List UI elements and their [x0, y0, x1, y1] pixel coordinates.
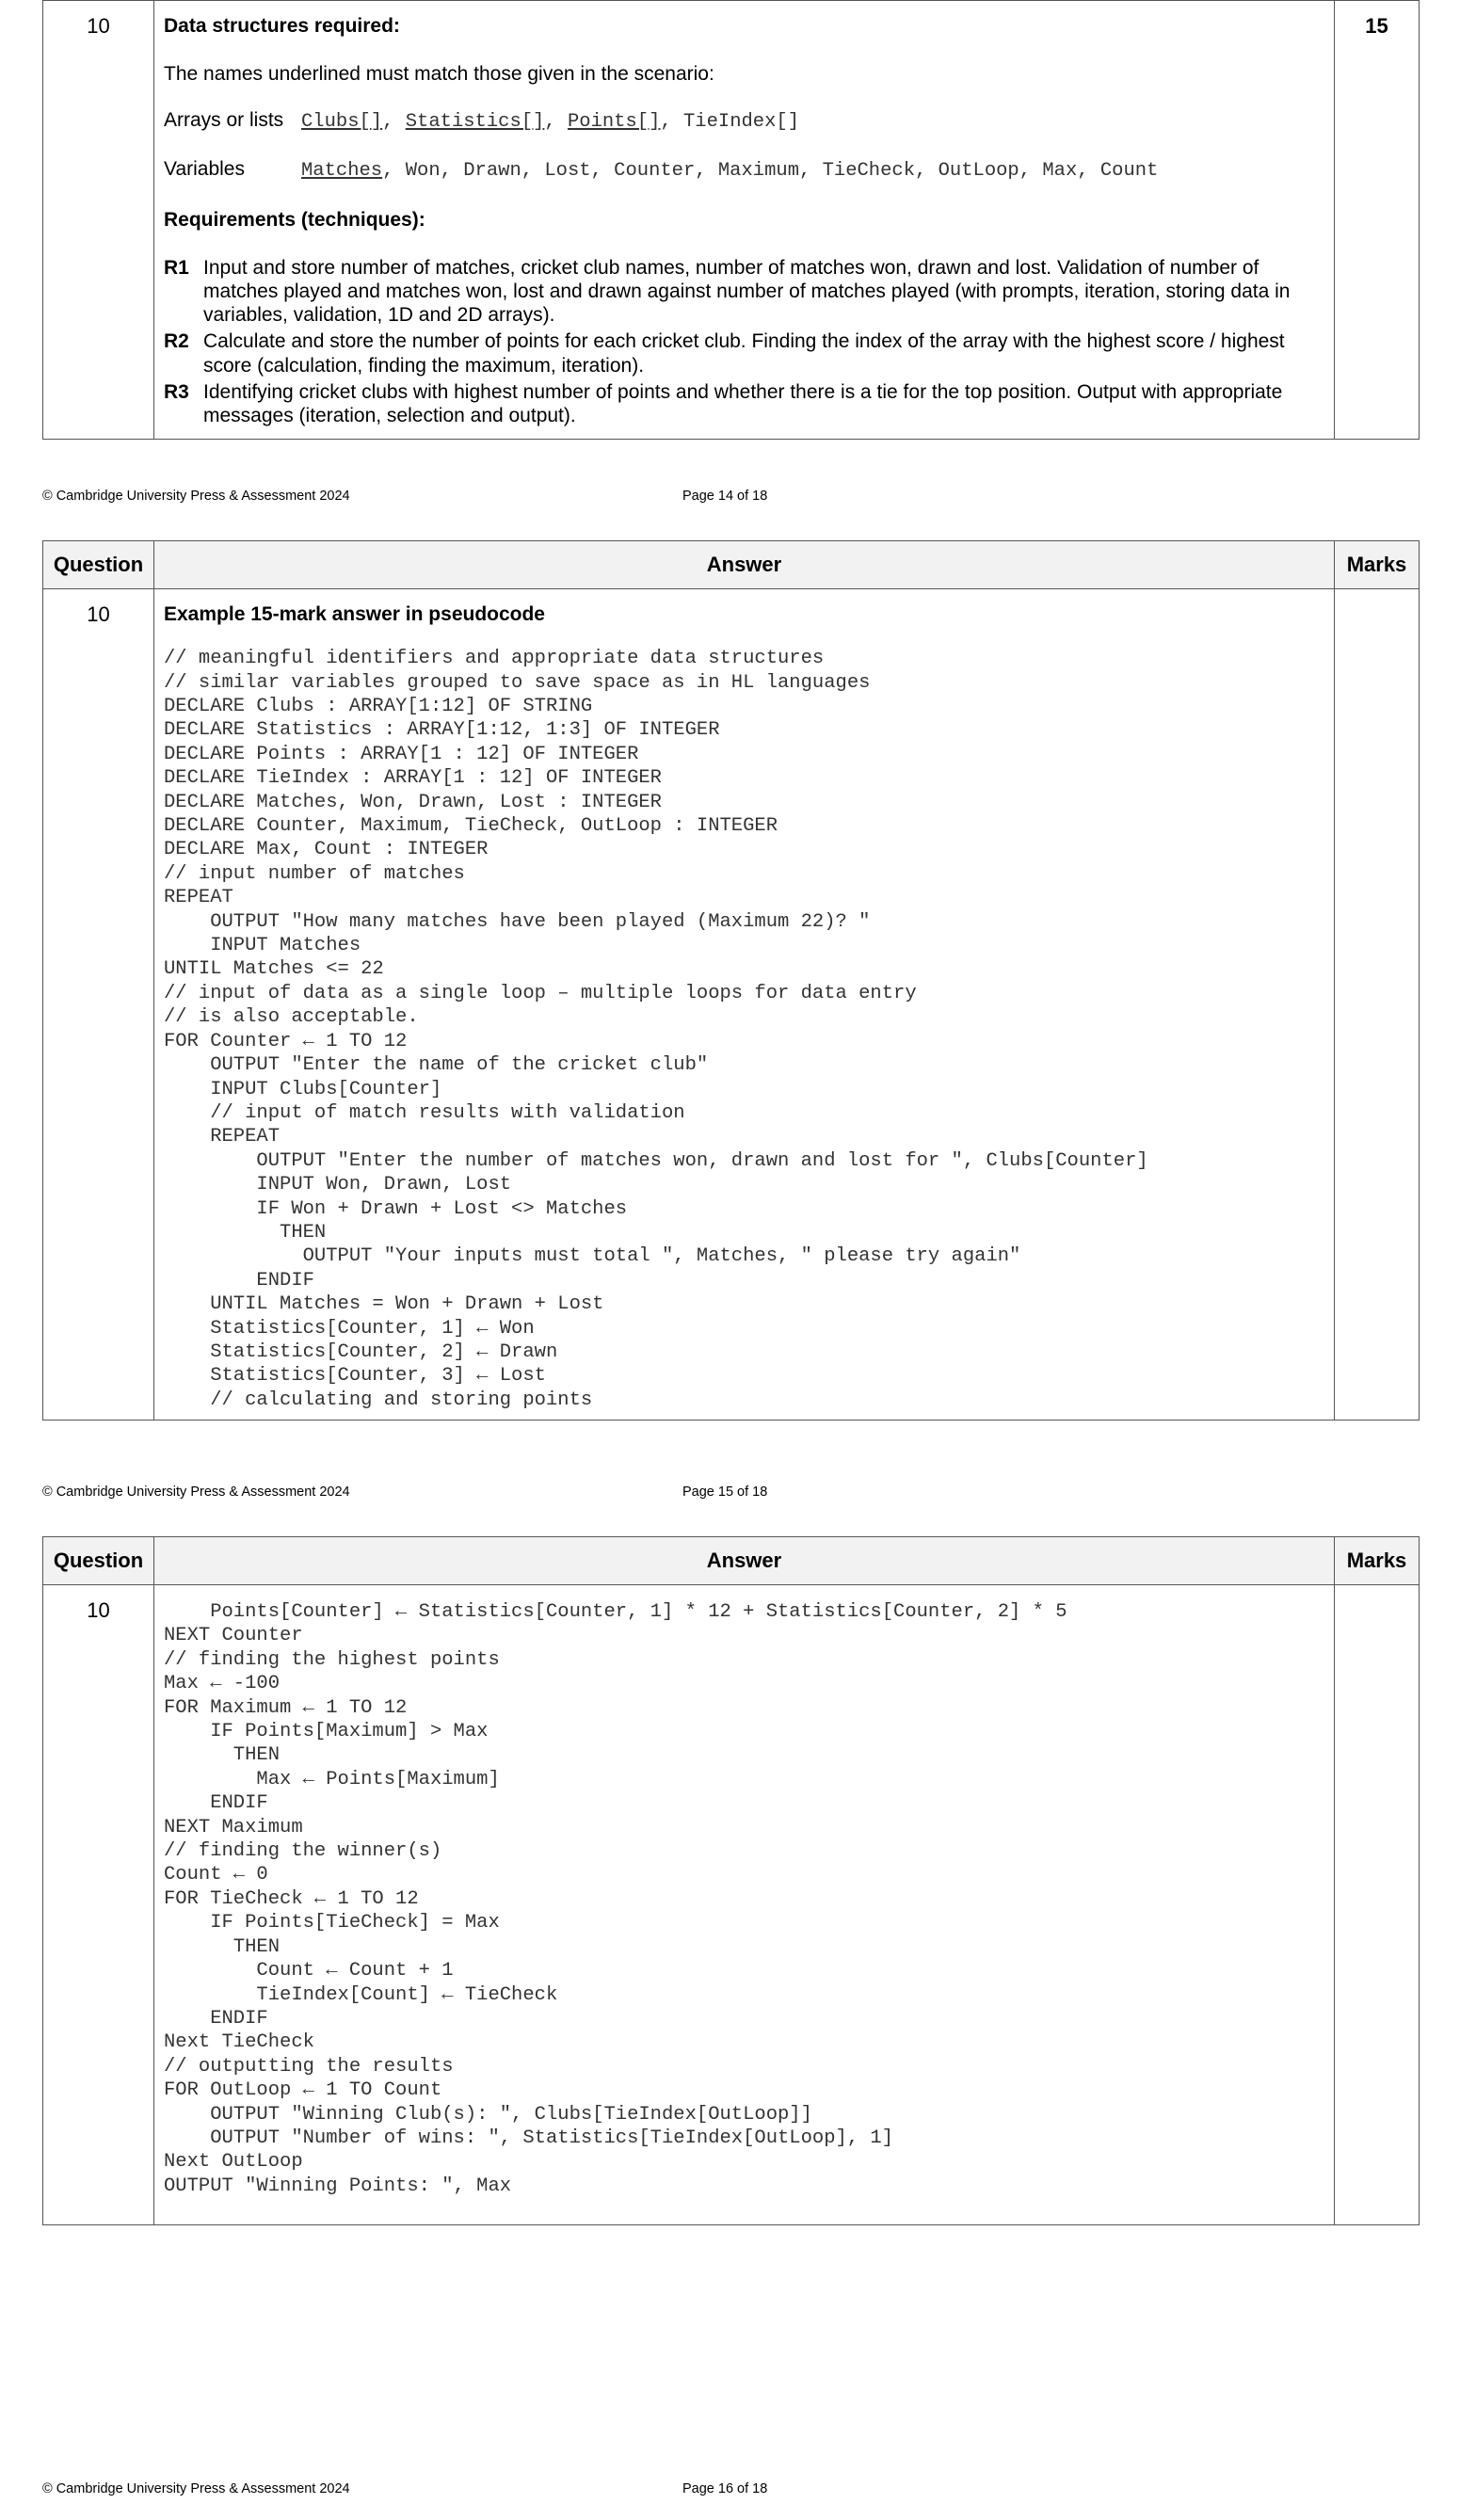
mark-scheme-table-page14: [42, 0, 1420, 440]
answer-cell: [154, 1585, 1335, 2225]
requirement-text: Input and store number of matches, cricket club names, number of matches won, drawn and lost. Validation of number of matches played and matches won, lost and drawn against number of matches played (with prompts, iteration, storing data in variables, validation, 1D and 2D arrays).: [203, 256, 1291, 327]
page-number: Page 15 of 18: [682, 1485, 768, 1500]
question-number: 10: [43, 589, 154, 1421]
copyright: © Cambridge University Press & Assessment 2024: [42, 2481, 350, 2496]
table-header-row: [43, 541, 1420, 589]
requirement-id: R3: [164, 380, 189, 403]
pseudocode-block: Points[Counter] ← Statistics[Counter, 1] * 12 + Statistics[Counter, 2] * 5 NEXT Counter // finding the highest points Max ← -100 FOR Maximum ← 1 TO 12 IF Points[Maximum] > Max THEN Max ← Points[Maximum] ENDIF NEXT Maximum // finding the winner(s) Count ← 0 FOR TieCheck ← 1 TO 12 IF Points[TieCheck] = Max THEN Count ← Count + 1 TieIndex[Count] ← TieCheck ENDIF Next TieCheck // outputting the results FOR OutLoop ← 1 TO Count OUTPUT "Winning Club(s): ", Clubs[TieIndex[OutLoop]] OUTPUT "Number of wins: ", Statistics[TieIndex[OutLoop], 1] Next OutLoop OUTPUT "Winning Points: ", Max: [164, 1601, 1067, 2197]
question-number: 10: [43, 1585, 154, 2225]
arrays-list: Clubs[], Statistics[], Points[], TieIndex[]: [301, 111, 800, 134]
data-structures-heading: Data structures required:: [164, 15, 400, 37]
copyright: © Cambridge University Press & Assessment 2024: [42, 489, 350, 504]
requirement-text: Calculate and store the number of points for each cricket club. Finding the index of the array with the highest score / highest score (calculation, finding the maximum, iteration).: [203, 330, 1285, 377]
header-marks: Marks: [1335, 1537, 1420, 1585]
page-number: Page 16 of 18: [682, 2481, 768, 2496]
header-marks: Marks: [1335, 541, 1420, 589]
requirement-id: R2: [164, 330, 189, 353]
table-row: [43, 1585, 1420, 2225]
header-answer: Answer: [154, 1537, 1335, 1585]
requirements-heading: Requirements (techniques):: [164, 208, 425, 231]
mark-scheme-table-page16: [42, 1536, 1420, 2225]
variables-row: [164, 157, 1323, 184]
header-question: Question: [43, 1537, 154, 1585]
pseudocode-block: // meaningful identifiers and appropriate data structures // similar variables grouped to save space as in HL languages DECLARE Clubs : ARRAY[1:12] OF STRING DECLARE Statistics : ARRAY[1:12, 1:3] OF INTEGER DECLARE Points : ARRAY[1 : 12] OF INTEGER DECLARE TieIndex : ARRAY[1 : 12] OF INTEGER DECLARE Matches, Won, Drawn, Lost : INTEGER DECLARE Counter, Maximum, TieCheck, OutLoop : INTEGER DECLARE Max, Count : INTEGER // input number of matches REPEAT OUTPUT "How many matches have been played (Maximum 22)? " INPUT Matches UNTIL Matches <= 22 // input of data as a single loop – multiple loops for data entry // is also acceptable. FOR Counter ← 1 TO 12 OUTPUT "Enter the name of the cricket club" INPUT Clubs[Counter] // input of match results with validation REPEAT OUTPUT "Enter the number of matches won, drawn and lost for ", Clubs[Counter] INPUT Won, Drawn, Lost IF Won + Drawn + Lost <> Matches THEN OUTPUT "Your inputs must total ", Matches, " please try again" ENDIF UNTIL Matches = Won + Drawn + Lost Statistics[Counter, 1] ← Won Statistics[Counter, 2] ← Drawn Statistics[Counter, 3] ← Lost // calculating and storing points: [164, 648, 1148, 1411]
variables-other: , Won, Drawn, Lost, Counter, Maximum, TieCheck, OutLoop, Max, Count: [382, 159, 1159, 182]
requirement-id: R1: [164, 256, 189, 279]
answer-cell: [154, 1, 1335, 440]
mark-scheme-table-page15: [42, 540, 1420, 1421]
intro-text: The names underlined must match those given in the scenario:: [164, 63, 714, 86]
requirement-r1: [164, 256, 1323, 328]
marks-cell: [1335, 1585, 1420, 2225]
requirement-r3: [164, 380, 1323, 427]
array-clubs: Clubs[]: [301, 111, 383, 134]
marks-cell: [1335, 589, 1420, 1421]
variables-list: [301, 160, 1158, 184]
array-tieindex: TieIndex[]: [683, 111, 800, 134]
header-question: Question: [43, 541, 154, 589]
requirements-list: [164, 256, 1323, 427]
array-points: Points[]: [567, 111, 661, 134]
copyright: © Cambridge University Press & Assessment 2024: [42, 1485, 350, 1500]
arrays-label: Arrays or lists: [164, 109, 284, 132]
page-number: Page 14 of 18: [682, 489, 768, 504]
arrays-row: [164, 108, 1323, 135]
requirement-r2: [164, 329, 1323, 377]
marks-value: 15: [1335, 1, 1420, 440]
question-number: 10: [43, 1, 154, 440]
table-row: [43, 589, 1420, 1421]
header-answer: Answer: [154, 541, 1335, 589]
table-header-row: [43, 1537, 1420, 1585]
answer-cell: [154, 589, 1335, 1421]
array-statistics: Statistics[]: [405, 111, 545, 134]
example-answer-heading: Example 15-mark answer in pseudocode: [164, 603, 545, 625]
requirement-text: Identifying cricket clubs with highest number of points and whether there is a tie for the top position. Output with appropriate messages (iteration, selection and output).: [203, 380, 1283, 426]
variable-matches: Matches: [301, 159, 383, 182]
variables-label: Variables: [164, 157, 245, 180]
table-row: [43, 1, 1420, 440]
